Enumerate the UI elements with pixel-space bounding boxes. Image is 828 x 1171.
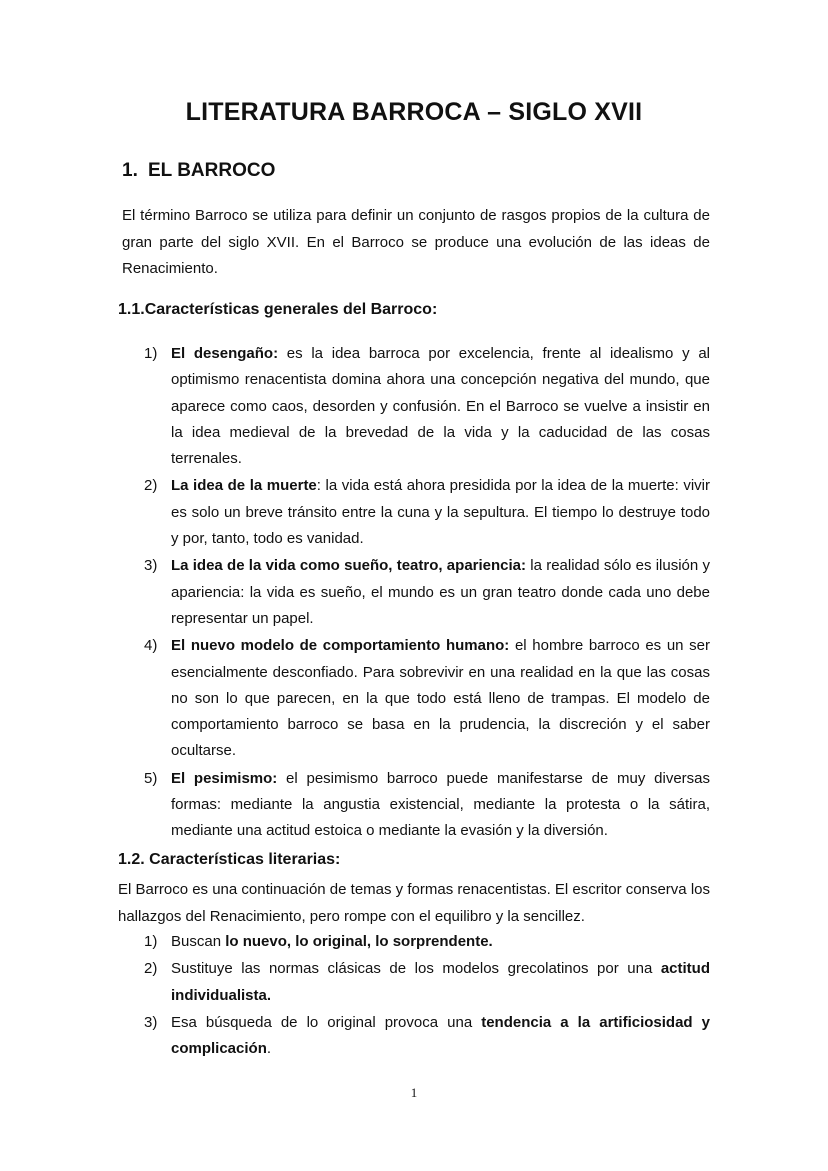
- literary-characteristics-list: [122, 929, 710, 1063]
- list-marker: 2): [144, 960, 158, 978]
- list-item: [122, 766, 710, 845]
- list-marker: 4): [144, 637, 158, 655]
- list-marker: 3): [144, 1013, 158, 1031]
- list-item-text: la realidad sólo es ilusión y apariencia: la vida es sueño, el mundo es un gran teatro donde cada uno debe representar un papel.: [171, 557, 710, 627]
- literary-intro-paragraph: El Barroco es una continuación de temas y formas renacentistas. El escritor conserva los hallazgos del Renacimiento, pero rompe con el equilibro y la sencillez.: [118, 881, 710, 925]
- list-item-term: El nuevo modelo de comportamiento humano:: [171, 637, 510, 655]
- list-item-emphasis: actitud individualista.: [171, 960, 710, 1004]
- list-item-term: La idea de la muerte: [171, 477, 317, 495]
- subsection-heading-general: 1.1.Características generales del Barroco:: [118, 301, 438, 318]
- document-title: LITERATURA BARROCA – SIGLO XVII: [185, 98, 643, 126]
- section-title: EL BARROCO: [148, 160, 276, 181]
- section-number: 1.: [122, 160, 138, 181]
- list-item-emphasis: tendencia a la artificiosidad y complicación: [171, 1013, 710, 1058]
- list-marker: 5): [144, 769, 158, 787]
- list-item-term: La idea de la vida como sueño, teatro, apariencia:: [171, 557, 527, 575]
- list-item-text-end: .: [266, 1040, 272, 1058]
- list-item-text: el hombre barroco es un ser esencialmente desconfiado. Para sobrevivir en una realidad en la que las cosas no son lo que parecen, en la que todo está lleno de trampas. El modelo de comportamiento barroco se basa en la prudencia, la discreción y el saber ocultarse.: [171, 637, 711, 760]
- list-item: [122, 633, 710, 764]
- list-item-text: el pesimismo barroco puede manifestarse de muy diversas formas: mediante la angustia existencial, mediante la protesta o la sátira, mediante una actitud estoica o mediante la evasión y la diversión.: [171, 769, 711, 840]
- list-marker: 2): [144, 477, 158, 495]
- section-intro-paragraph: El término Barroco se utiliza para definir un conjunto de rasgos propios de la cultura de gran parte del siglo XVII. En el Barroco se produce una evolución de las ideas de Renacimiento.: [122, 207, 710, 278]
- general-characteristics-list: [122, 341, 710, 846]
- list-item: [122, 473, 710, 552]
- list-item-text: : la vida está ahora presidida por la idea de la muerte: vivir es solo un breve tránsito entre la cuna y la sepultura. El tiempo lo destruye todo y por, tanto, todo es vanidad.: [171, 477, 710, 548]
- list-item-term: El pesimismo:: [171, 769, 278, 787]
- list-marker: 3): [144, 557, 158, 575]
- list-item: [122, 553, 710, 632]
- list-item: [122, 956, 710, 1009]
- section-heading-el-barroco: [122, 160, 275, 182]
- list-item-text: Buscan: [171, 933, 226, 950]
- list-item-term: El desengaño:: [171, 345, 279, 362]
- list-item-text: Sustituye las normas clásicas de los modelos grecolatinos por una: [171, 960, 661, 978]
- list-item: [122, 929, 710, 955]
- list-marker: 1): [144, 345, 158, 362]
- list-item: [122, 341, 710, 472]
- subsection-heading-literary: 1.2. Características literarias:: [118, 851, 341, 868]
- page-number: 1: [410, 1085, 418, 1100]
- list-item-text: Esa búsqueda de lo original provoca una: [171, 1013, 482, 1031]
- list-item-emphasis: lo nuevo, lo original, lo sorprendente.: [225, 933, 493, 950]
- list-item-text: es la idea barroca por excelencia, frente al idealismo y al optimismo renacentista domina ahora una concepción negativa del mundo, que aparece como caos, desorden y confusión. En el Barroco se vuelve a insistir en la idea medieval de la brevedad de la vida y la caducidad de las cosas terrenales.: [171, 345, 710, 468]
- list-item: [122, 1010, 710, 1063]
- list-marker: 1): [144, 933, 158, 950]
